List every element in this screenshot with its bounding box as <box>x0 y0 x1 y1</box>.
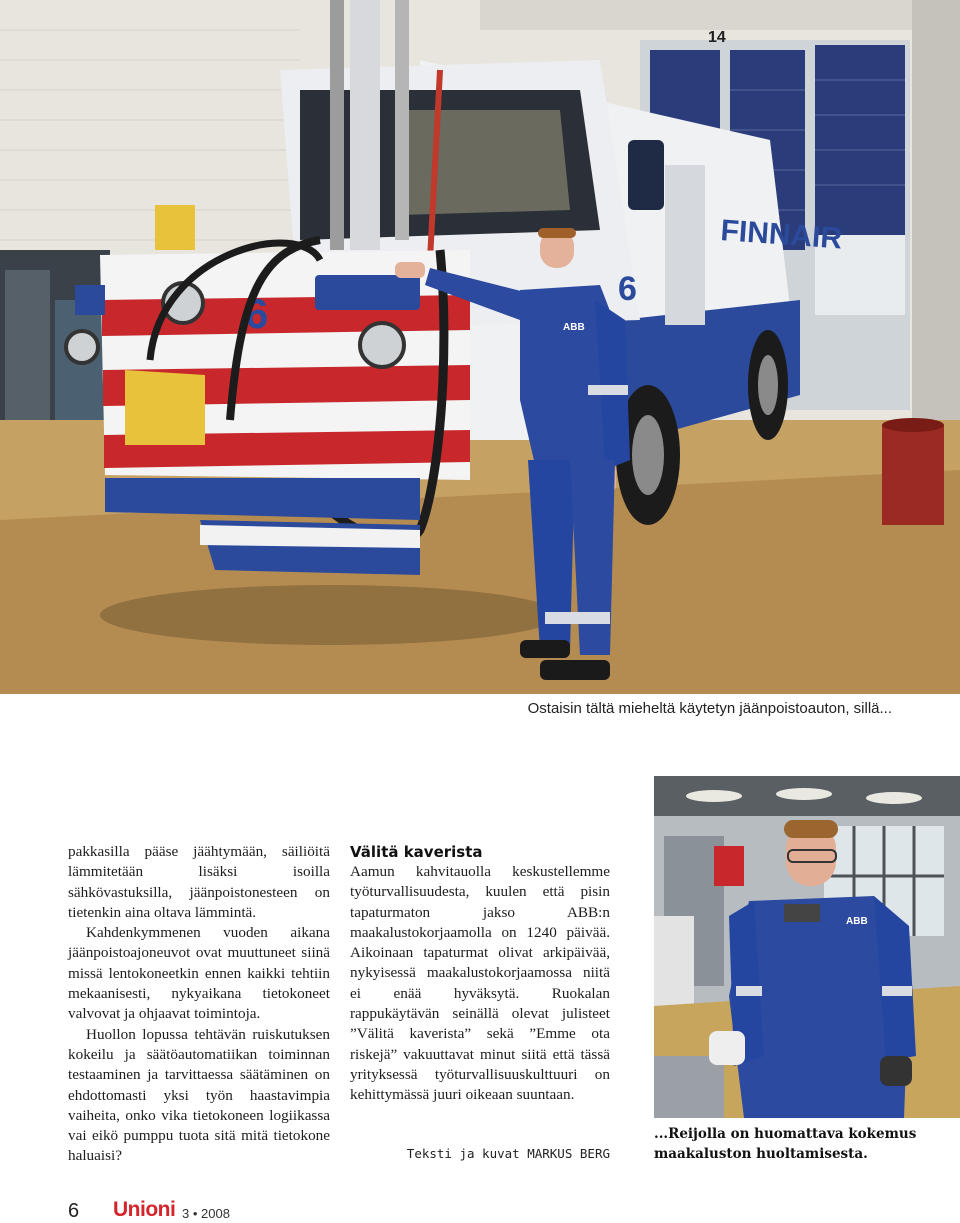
col1-paragraph-2: Kahdenkymmenen vuoden aikana jäänpoistoajoneuvot ovat muuttuneet siinä missä lentokoneetkin ennen kaikki tehtiin mekaanisesti, nykyaikana tietokoneet valvovat ja ohjaavat toimintoja. <box>68 924 330 1023</box>
portrait-badge: ABB <box>846 916 868 927</box>
front-box-number: 6 <box>245 290 269 337</box>
col2-paragraph: Aamun kahvitauolla keskustellemme työturvallisuudesta, kuulen että pisin tapaturmaton jakso ABB:n maakalustokorjaamolla on 1240 päivää. Aikoinaan tapaturmat olivat arkipäivää, nykyisessä maakalustokorjaamossa niitä ei enää hyväksytä. Ruokalan rappukäytävän seinällä olevat julisteet ”Välitä kaverista” sekä ”Emme ota riskejä” vakuuttavat minut siitä että tässä yrityksessä työturvallisuuskulttuuri on kehittymässä juuri oikeaan suuntaan. <box>350 863 610 1104</box>
truck-brand: FINNAIR <box>719 214 844 256</box>
page-number: 6 <box>68 1200 80 1222</box>
door-number: 14 <box>708 29 726 46</box>
col1-paragraph-3: Huollon lopussa tehtävän ruiskutuksen kokeilu ja säätöautomatiikan toiminnan testaaminen ja tarvittaessa säätäminen on ehdottomasti yksi työn haastavimpia vaiheita, onko vika tietokoneen logiikassa vai eikö pumppu tuota sitä mitä tietokone haluaisi? <box>68 1025 330 1165</box>
hero-caption: Ostaisin tältä mieheltä käytetyn jäänpoistoauton, sillä... <box>527 700 892 717</box>
subheading: Välitä kaverista <box>350 843 483 861</box>
portrait-caption: ...Reijolla on huomattava kokemus maakaluston huoltamisesta. <box>654 1126 917 1162</box>
article-column-2 <box>350 842 610 1106</box>
col1-paragraph-1: pakkasilla pääse jäähtymään, säiliöitä lämmitetään lisäksi isoilla sähkövastuksilla, jäänpoistonesteen on tietenkin aina oltava lämmintä. <box>68 843 330 921</box>
uniform-badge: ABB <box>563 322 585 333</box>
magazine-logo: Unioni <box>113 1198 176 1221</box>
issue-number: 3 • 2008 <box>182 1206 230 1221</box>
truck-cab-number: 6 <box>618 270 637 308</box>
byline: Teksti ja kuvat MARKUS BERG <box>406 1146 610 1161</box>
article-column-1 <box>68 842 330 1167</box>
portrait-photo <box>654 776 960 1118</box>
